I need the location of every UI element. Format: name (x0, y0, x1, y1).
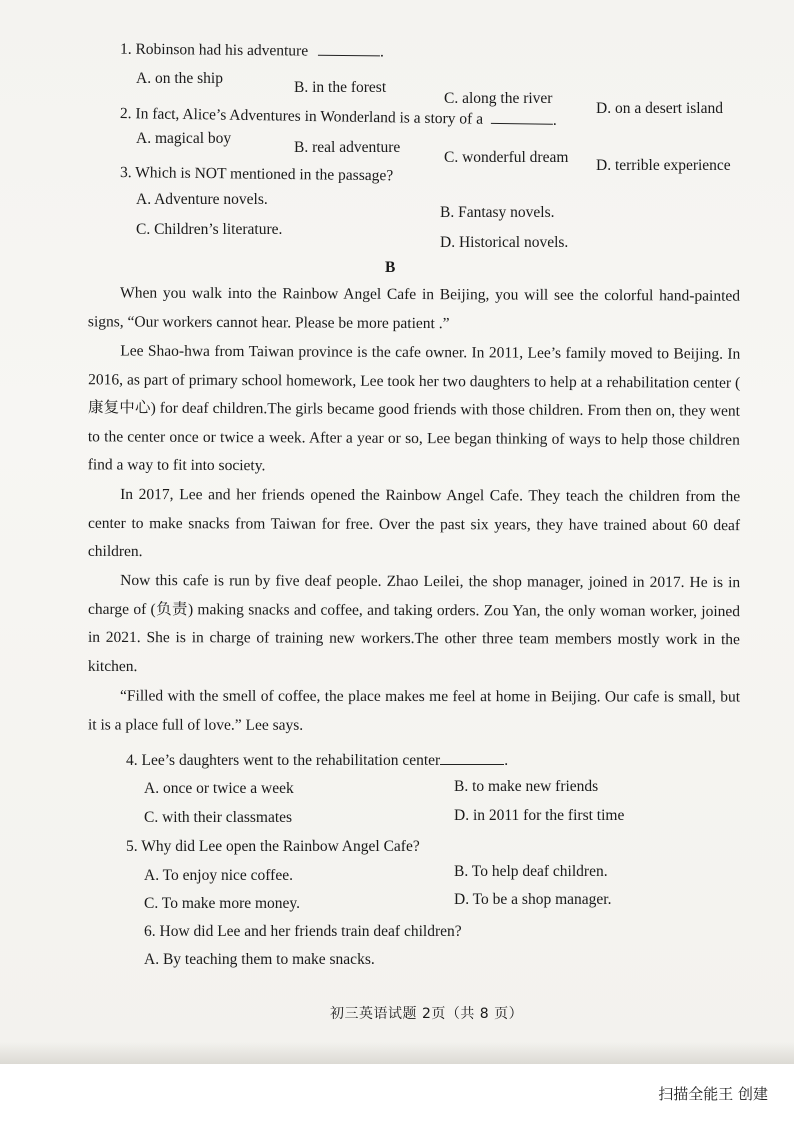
question-3-option-c: C. Children’s literature. (136, 221, 283, 238)
question-2-option-b: B. real adventure (294, 139, 401, 156)
passage-paragraph-2: Lee Shao-hwa from Taiwan province is the cafe owner. In 2011, Lee’s family moved to Beijing. In 2016, as part of primary school homework, Lee took her two daughters to help at a rehabilitation center ( 康复中心) for deaf children.The girls became good friends with those children. From then on, they went to the center once or twice a week. After a year or so, Lee began thinking of ways to help those children find a way to fit into society. (87, 342, 741, 475)
question-2-option-c: C. wonderful dream (444, 149, 569, 166)
question-4-option-a: A. once or twice a week (144, 780, 294, 797)
question-5-option-b: B. To help deaf children. (454, 863, 608, 880)
question-4-option-b: B. to make new friends (454, 778, 599, 795)
question-1-option-a: A. on the ship (136, 70, 223, 87)
answer-blank (318, 41, 380, 57)
question-1-stem: 1. Robinson had his adventure (119, 40, 309, 60)
question-3: 3. Which is NOT mentioned in the passage? (119, 164, 394, 185)
answer-blank (440, 750, 504, 765)
question-3-option-a: A. Adventure novels. (136, 191, 268, 208)
passage-paragraph-1: When you walk into the Rainbow Angel Cafe in Beijing, you will see the colorful hand-painted signs, “Our workers cannot hear. Please be more patient .” (87, 284, 741, 332)
question-1-option-d: D. on a desert island (596, 100, 723, 117)
question-6: 6. How did Lee and her friends train deaf children? (144, 923, 462, 940)
question-2-option-a: A. magical boy (136, 130, 232, 147)
question-4-option-d: D. in 2011 for the first time (454, 807, 625, 824)
question-5: 5. Why did Lee open the Rainbow Angel Cafe? (126, 838, 420, 855)
section-b-heading: B (385, 259, 396, 276)
passage-paragraph-5: “Filled with the smell of coffee, the place makes me feel at home in Beijing. Our cafe is small, but it is a place full of love.” Lee says. (87, 687, 741, 734)
question-4-option-c: C. with their classmates (144, 809, 293, 826)
question-4-stem: 4. Lee’s daughters went to the rehabilitation center (126, 752, 441, 769)
question-6-option-a: A. By teaching them to make snacks. (144, 951, 375, 968)
passage-paragraph-4: Now this cafe is run by five deaf people. Zhao Leilei, the shop manager, joined in 2017. He is in charge of (负责) making snacks and coffee, and taking orders. Zou Yan, the only woman worker, joined in 2021. She is in charge of training new workers.The other three team members mostly work in the kitchen. (87, 571, 741, 675)
answer-blank (491, 109, 553, 125)
page-footer: 初三英语试题 2页（共 8 页） (330, 1006, 524, 1022)
question-3-option-b: B. Fantasy novels. (440, 204, 555, 221)
question-5-option-d: D. To be a shop manager. (454, 891, 612, 908)
question-5-option-c: C. To make more money. (144, 895, 301, 912)
question-1: 1. Robinson had his adventure . (119, 40, 384, 61)
question-5-option-a: A. To enjoy nice coffee. (144, 867, 293, 884)
question-2-stem: 2. In fact, Alice’s Adventures in Wonderland is a story of a (119, 105, 484, 128)
question-1-option-b: B. in the forest (294, 79, 387, 96)
scanner-watermark: 扫描全能王 创建 (658, 1085, 768, 1103)
question-2-option-d: D. terrible experience (596, 157, 731, 174)
question-2: 2. In fact, Alice’s Adventures in Wonderland is a story of a . (119, 105, 557, 129)
question-1-option-c: C. along the river (444, 90, 553, 107)
question-3-option-d: D. Historical novels. (440, 234, 569, 251)
passage-paragraph-3: In 2017, Lee and her friends opened the Rainbow Angel Cafe. They teach the children from the center to make snacks from Taiwan for free. Over the past six years, they have trained about 60 deaf children. (87, 485, 741, 561)
question-4: 4. Lee’s daughters went to the rehabilitation center . (126, 752, 509, 769)
